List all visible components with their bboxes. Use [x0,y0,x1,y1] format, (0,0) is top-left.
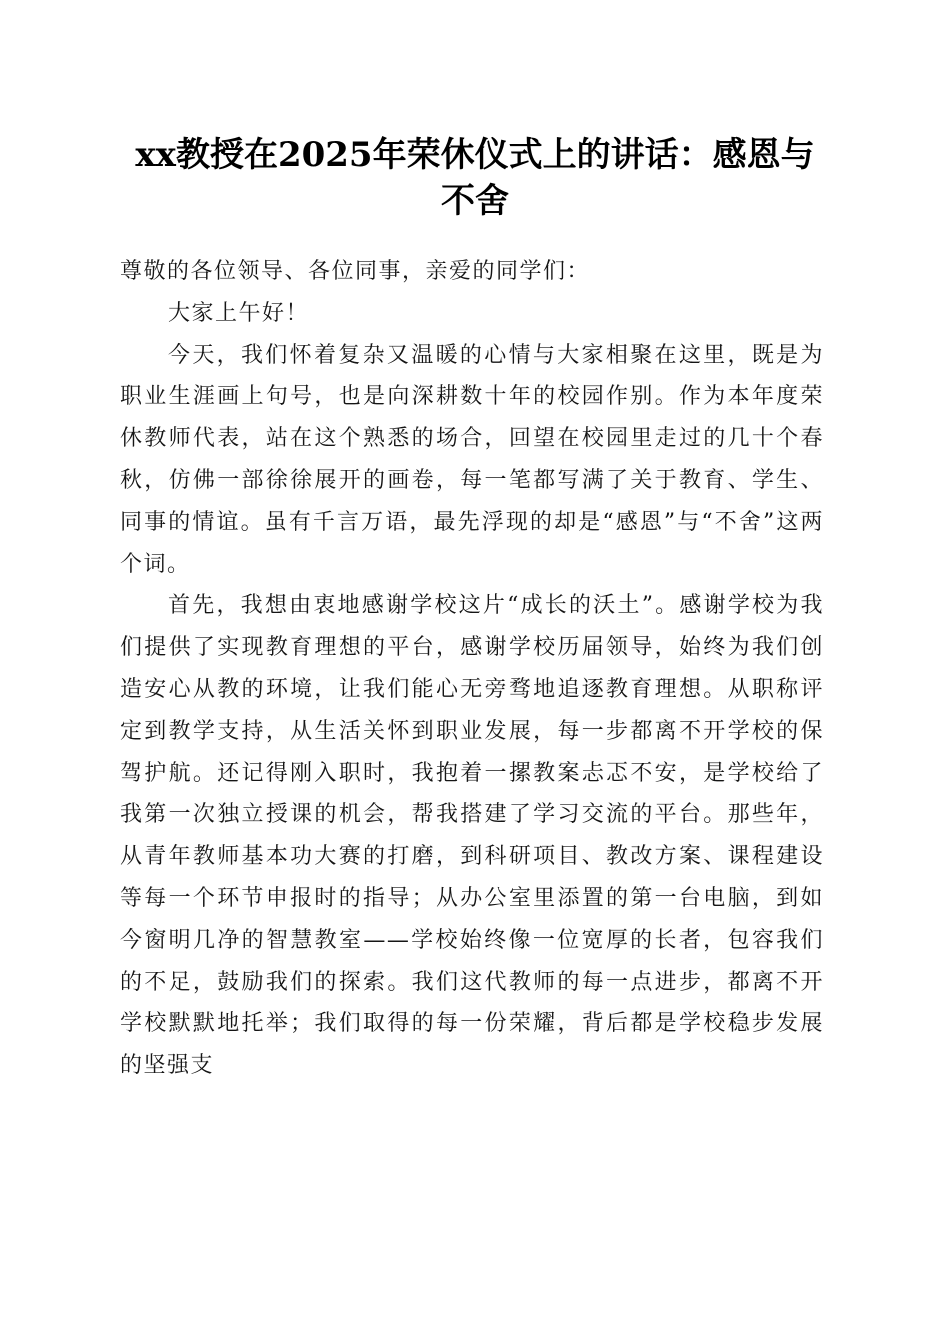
paragraph-gratitude: 首先，我想由衷地感谢学校这片“成长的沃土”。感谢学校为我们提供了实现教育理想的平台，感谢学校历届领导，始终为我们创造安心从教的环境，让我们能心无旁骛地追逐教育理想。从职称评定到教学支持，从生活关怀到职业发展，每一步都离不开学校的保驾护航。还记得刚入职时，我抱着一摞教案忐忑不安，是学校给了我第一次独立授课的机会，帮我搭建了学习交流的平台。那些年，从青年教师基本功大赛的打磨，到科研项目、教改方案、课程建设等每一个环节申报时的指导；从办公室里添置的第一台电脑，到如今窗明几净的智慧教室——学校始终像一位宽厚的长者，包容我们的不足，鼓励我们的探索。我们这代教师的每一点进步，都离不开学校默默地托举；我们取得的每一份荣耀，背后都是学校稳步发展的坚强支 [120,593,824,1079]
document-title [110,132,840,224]
document-body [120,251,824,1087]
salutation: 尊敬的各位领导、各位同事，亲爱的同学们： [120,259,591,284]
title-line-2: 不舍 [441,181,509,221]
greeting: 大家上午好！ [168,300,310,326]
paragraph-opening: 今天，我们怀着复杂又温暖的心情与大家相聚在这里，既是为职业生涯画上句号，也是向深耕数十年的校园作别。作为本年度荣休教师代表，站在这个熟悉的场合，回望在校园里走过的几十个春秋，仿佛一部徐徐展开的画卷，每一笔都写满了关于教育、学生、同事的情谊。虽有千言万语，最先浮现的却是“感恩”与“不舍”这两个词。 [120,342,824,577]
title-line-1: xx教授在2025年荣休仪式上的讲话：感恩与 [135,135,815,175]
